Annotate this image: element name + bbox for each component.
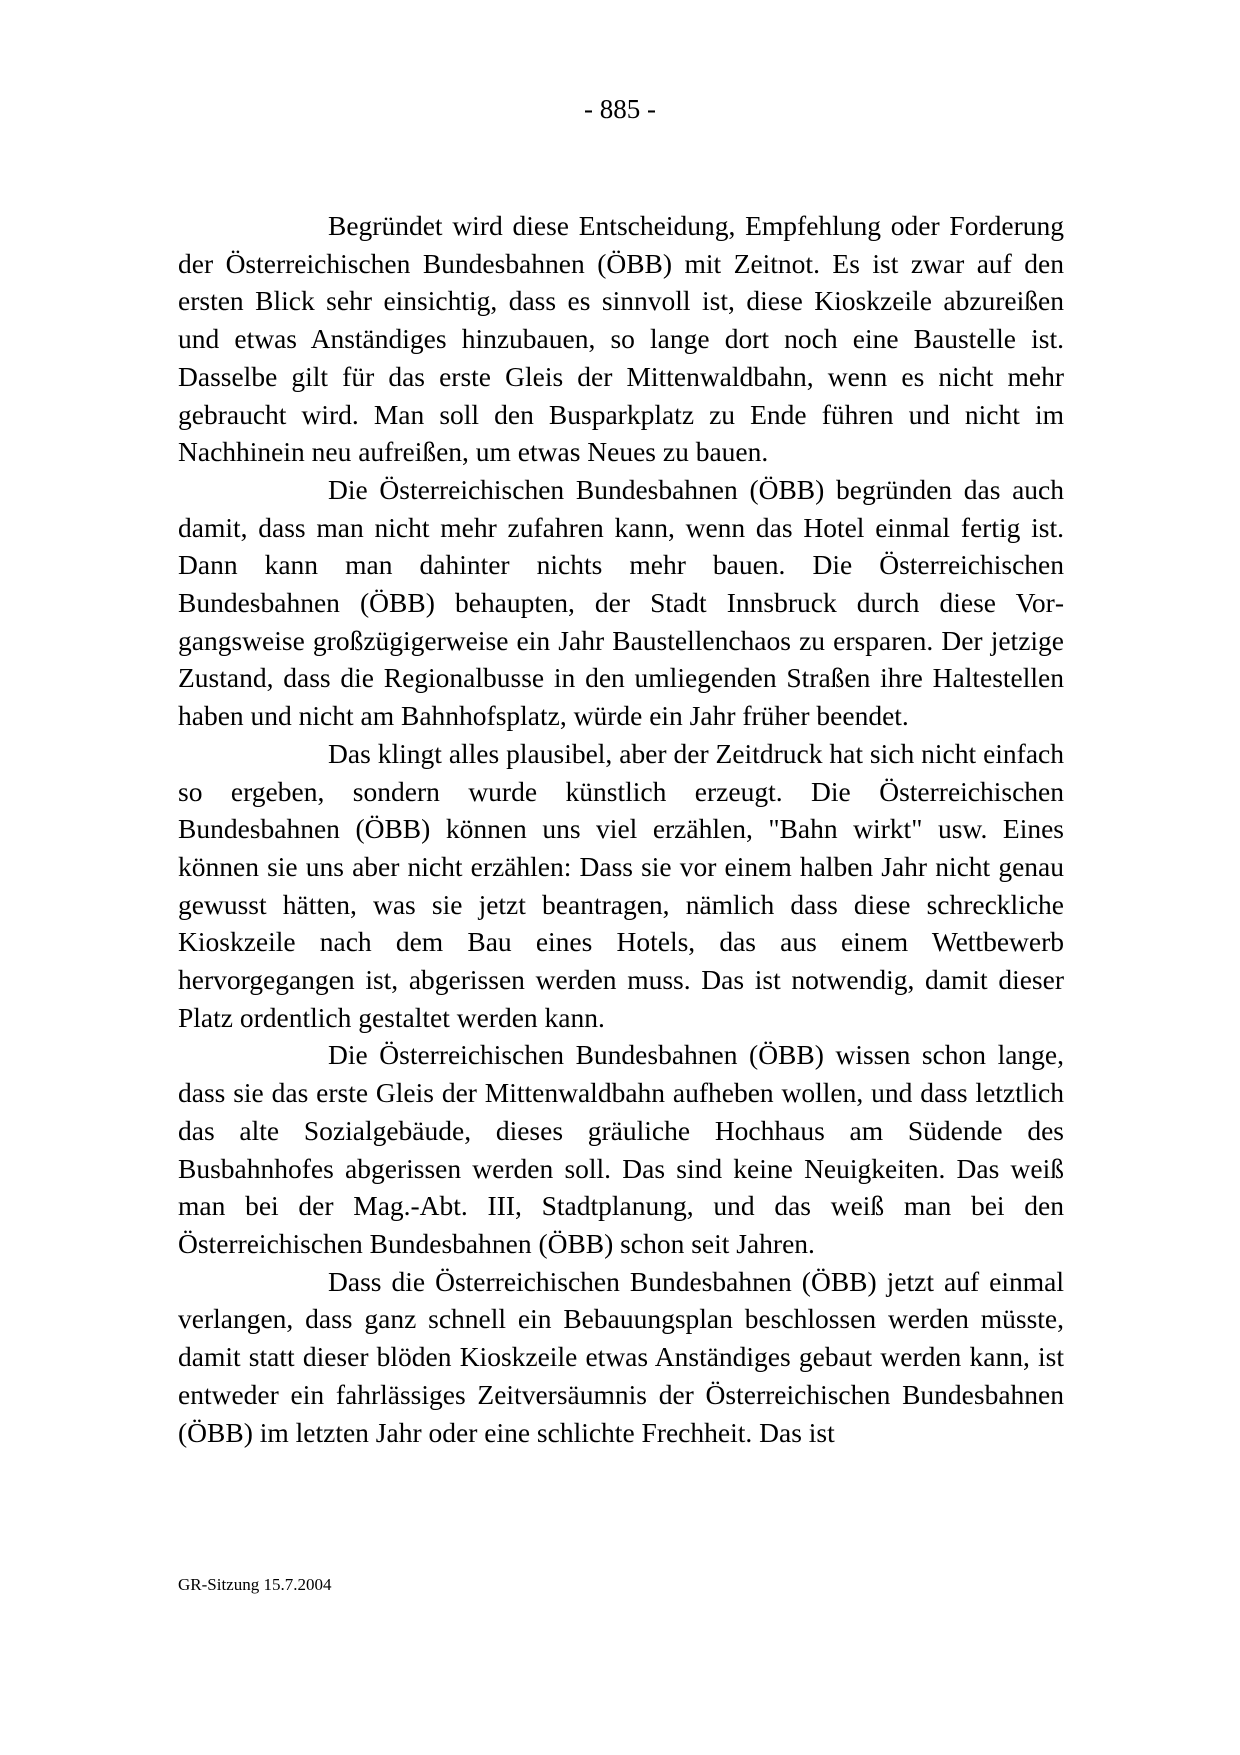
paragraph-2: Die Österreichischen Bundesbahnen (ÖBB) begründen das auch damit, dass man nicht mehr zufahren kann, wenn das Hotel einmal fertig ist. Dann kann man dahinter nichts mehr bauen. Die Österreichischen Bundesbahnen (ÖBB) behaupten, der Stadt Innsbruck durch diese Vorgangsweise großzügigerweise ein Jahr Baustellenchaos zu ersparen. Der jetzige Zustand, dass die Regionalbusse in den umliegenden Straßen ihre Haltestellen haben und nicht am Bahnhofsplatz, würde ein Jahr früher beendet.: [178, 473, 1064, 732]
page-number: - 885 -: [584, 94, 656, 124]
footer-session-date: GR-Sitzung 15.7.2004: [178, 1575, 332, 1594]
document-body: [178, 207, 1064, 1451]
paragraph-4: Die Österreichischen Bundesbahnen (ÖBB) wissen schon lange, dass sie das erste Gleis der Mittenwaldbahn aufheben wollen, und dass letztlich das alte Sozialgebäude, dieses gräuliche Hochhaus am Südende des Busbahnhofes abgerissen werden soll. Das sind keine Neuigkeiten. Das weiß man bei der Mag.-Abt. III, Stadtplanung, und das weiß man bei den Österreichischen Bundesbahnen (ÖBB) schon seit Jahren.: [178, 1039, 1064, 1259]
paragraph-5: Dass die Österreichischen Bundesbahnen (ÖBB) jetzt auf einmal verlangen, dass ganz schnell ein Bebauungsplan beschlossen werden müsste, damit statt dieser blöden Kioskzeile etwas Anständiges gebaut werden kann, ist entweder ein fahrlässiges Zeitversäumnis der Österreichischen Bundesbahnen (ÖBB) im letzten Jahr oder eine schlichte Frechheit. Das ist: [178, 1265, 1064, 1448]
paragraph-1: Begründet wird diese Entscheidung, Empfehlung oder Forderung der Österreichischen Bundesbahnen (ÖBB) mit Zeitnot. Es ist zwar auf den ersten Blick sehr einsichtig, dass es sinnvoll ist, diese Kioskzeile abzureißen und etwas Anständiges hinzubauen, so lange dort noch eine Baustelle ist. Dasselbe gilt für das erste Gleis der Mittenwaldbahn, wenn es nicht mehr gebraucht wird. Man soll den Busparkplatz zu Ende führen und nicht im Nachhinein neu aufreißen, um etwas Neues zu bauen.: [178, 210, 1064, 468]
paragraph-3: Das klingt alles plausibel, aber der Zeitdruck hat sich nicht einfach so ergeben, sondern wurde künstlich erzeugt. Die Österreichischen Bundesbahnen (ÖBB) können uns viel erzählen, "Bahn wirkt" usw. Eines können sie uns aber nicht erzählen: Dass sie vor einem halben Jahr nicht genau gewusst hätten, was sie jetzt beantragen, nämlich dass diese schreckliche Kioskzeile nach dem Bau eines Hotels, das aus einem Wettbewerb hervorgegangen ist, abgerissen werden muss. Das ist notwendig, damit dieser Platz ordentlich gestaltet werden kann.: [178, 737, 1064, 1033]
